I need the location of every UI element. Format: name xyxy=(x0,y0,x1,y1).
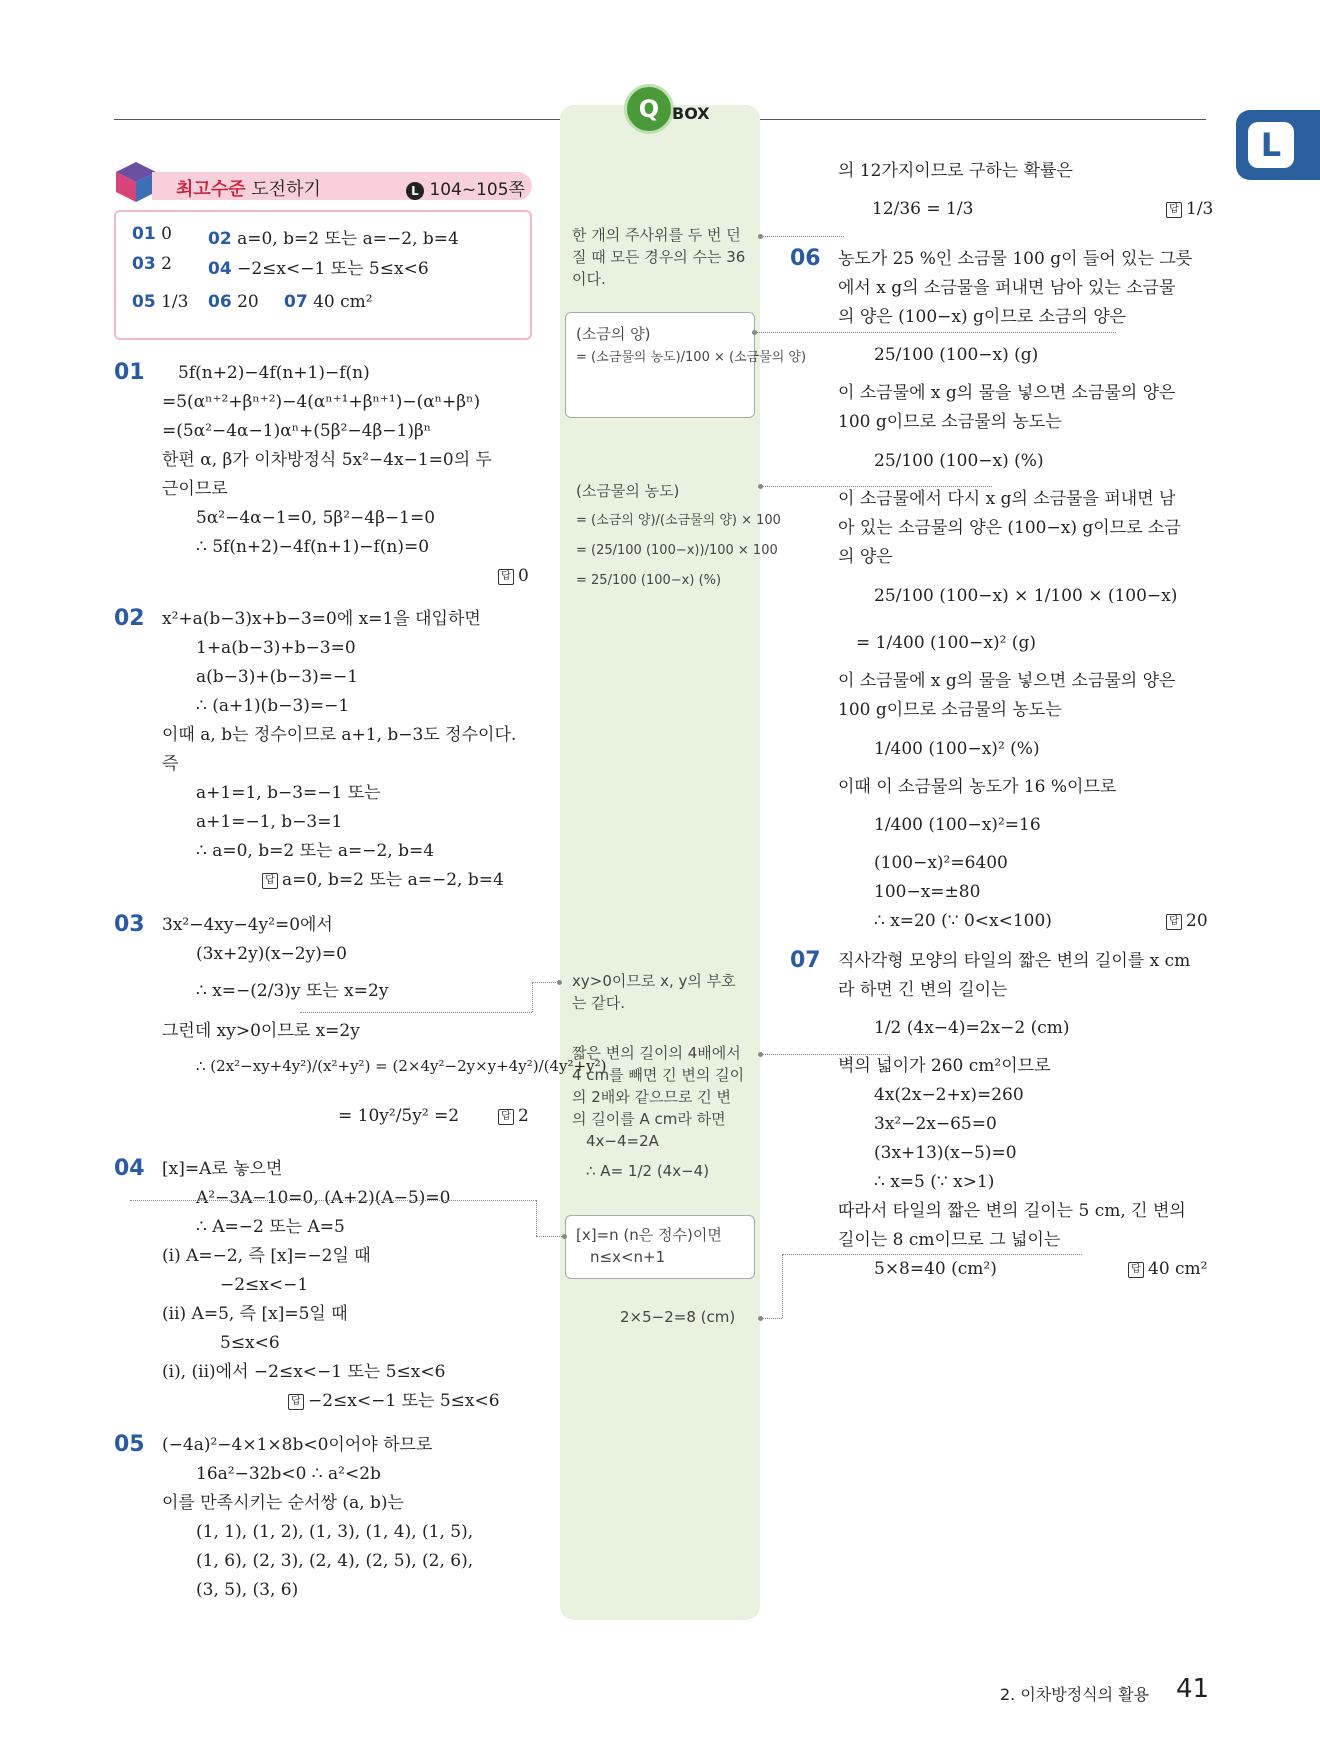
sol04-line: [x]=A로 놓으면 xyxy=(162,1159,283,1179)
sol06-line: ∴ x=20 (∵ 0<x<100) xyxy=(874,911,1052,931)
sol01-answer-value: 0 xyxy=(518,566,529,586)
answer-no: 05 xyxy=(132,292,156,312)
sol06-line: (100−x)²=6400 xyxy=(874,853,1008,873)
sol02-line: ∴ a=0, b=2 또는 a=−2, b=4 xyxy=(196,841,435,861)
sol02-number: 02 xyxy=(114,606,145,631)
qbox-note-3 xyxy=(576,476,781,596)
sol06-line: 아 있는 소금물의 양은 (100−x) g이므로 소금 xyxy=(838,518,1181,538)
footer-chapter: 2. 이차방정식의 활용 xyxy=(1000,1685,1150,1704)
sol06-line: 이때 이 소금물의 농도가 16 %이므로 xyxy=(838,777,1117,797)
chapter-tab xyxy=(1236,110,1320,180)
sol02-answer xyxy=(262,869,504,891)
sol06-line: 25/100 (100−x) × 1/100 × (100−x) xyxy=(874,586,1178,606)
answer-icon: 답 xyxy=(1128,1262,1144,1278)
sol03-line: 3x²−4xy−4y²=0에서 xyxy=(162,915,333,935)
sol03-line: (3x+2y)(x−2y)=0 xyxy=(196,944,347,964)
sol03-line: = 10y²/5y² =2 xyxy=(338,1106,460,1126)
answer-01 xyxy=(132,224,172,244)
answer-05 xyxy=(132,292,188,312)
right-cont-line: 의 12가지이므로 구하는 확률은 xyxy=(838,161,1073,181)
sol06-line: = 1/400 (100−x)² (g) xyxy=(856,633,1036,653)
sol03-line: ∴ (2x²−xy+4y²)/(x²+y²) = (2×4y²−2y×y+4y²)/(4y²+y²) xyxy=(196,1057,607,1075)
sol04-line: (i), (ii)에서 −2≤x<−1 또는 5≤x<6 xyxy=(162,1362,446,1382)
answer-icon: 답 xyxy=(288,1394,304,1410)
answer-icon: 답 xyxy=(498,569,514,585)
sol07-line: 라 하면 긴 변의 길이는 xyxy=(838,980,1008,1000)
note-line: = 25/100 (100−x) (%) xyxy=(576,573,722,588)
qbox-note-1 xyxy=(572,224,745,290)
note-line: (소금의 양) xyxy=(576,325,651,343)
sol06-line: 이 소금물에 x g의 물을 넣으면 소금물의 양은 xyxy=(838,671,1176,691)
sol06-line: 의 양은 (100−x) g이므로 소금의 양은 xyxy=(838,307,1127,327)
qbox-note-5 xyxy=(572,1042,744,1182)
sol06-line: 100 g이므로 소금물의 농도는 xyxy=(838,700,1062,720)
note-line: = (소금의 양)/(소금물의 양) × 100 xyxy=(576,513,781,528)
leader-line xyxy=(130,1200,536,1201)
sol07-line: 4x(2x−2+x)=260 xyxy=(874,1085,1024,1105)
leader-line xyxy=(782,1254,1082,1255)
note-line: xy>0이므로 x, y의 부호 xyxy=(572,972,736,990)
note-line: 의 2배와 같으므로 긴 변 xyxy=(572,1088,732,1106)
sol03-number: 03 xyxy=(114,912,145,937)
note-line: 의 길이를 A cm라 하면 xyxy=(572,1110,726,1128)
sol02-line: a+1=1, b−3=−1 또는 xyxy=(196,783,381,803)
sol03-answer xyxy=(498,1105,529,1127)
sol04-line: 5≤x<6 xyxy=(220,1333,280,1353)
note-line: n≤x<n+1 xyxy=(590,1248,666,1266)
qbox-note-6 xyxy=(576,1224,722,1268)
sol05-line: 16a²−32b<0 ∴ a²<2b xyxy=(196,1464,381,1484)
sol07-number: 07 xyxy=(790,948,821,973)
qbox-note-2 xyxy=(576,322,806,370)
sol07-line: 1/2 (4x−4)=2x−2 (cm) xyxy=(874,1018,1070,1038)
sol02-line: 1+a(b−3)+b−3=0 xyxy=(196,638,356,658)
sol07-line: 5×8=40 (cm²) xyxy=(874,1259,997,1279)
leader-line xyxy=(782,1254,783,1318)
answer-no: 02 xyxy=(208,229,232,249)
answer-value: 1/3 xyxy=(161,292,189,312)
sol06-line: 농도가 25 %인 소금물 100 g이 들어 있는 그릇 xyxy=(838,249,1193,269)
sol02-line: x²+a(b−3)x+b−3=0에 x=1을 대입하면 xyxy=(162,609,481,629)
top-rule-left xyxy=(114,119,560,120)
qbox-note-7 xyxy=(620,1306,735,1328)
leader-line xyxy=(756,332,1116,333)
sol01-line: ∴ 5f(n+2)−4f(n+1)−f(n)=0 xyxy=(196,537,430,557)
right-cont-answer xyxy=(1166,198,1213,220)
answer-icon: 답 xyxy=(262,873,278,889)
chapter-tab-letter: L xyxy=(1260,126,1282,164)
sol04-answer-value: −2≤x<−1 또는 5≤x<6 xyxy=(308,1391,500,1411)
sol07-line: (3x+13)(x−5)=0 xyxy=(874,1143,1017,1163)
answer-no: 07 xyxy=(284,292,308,312)
leader-line xyxy=(762,1318,782,1319)
sol02-line: a(b−3)+(b−3)=−1 xyxy=(196,667,359,687)
note-line: (소금물의 농도) xyxy=(576,482,680,500)
sol06-answer-value: 20 xyxy=(1186,911,1208,931)
page-ref-icon: L xyxy=(406,182,424,200)
sol06-line: 25/100 (100−x) (g) xyxy=(874,345,1039,365)
page-number: 41 xyxy=(1176,1674,1210,1704)
sol06-line: 에서 x g의 소금물을 퍼내면 남아 있는 소금물 xyxy=(838,278,1176,298)
sol01-line: 5α²−4α−1=0, 5β²−4β−1=0 xyxy=(196,508,436,528)
sol07-line: 직사각형 모양의 타일의 짧은 변의 길이를 x cm xyxy=(838,951,1191,971)
sol07-line: 길이는 8 cm이므로 그 넓이는 xyxy=(838,1230,1061,1250)
answer-value: −2≤x<−1 또는 5≤x<6 xyxy=(237,259,429,279)
sol06-number: 06 xyxy=(790,246,821,271)
sol06-line: 의 양은 xyxy=(838,547,893,567)
answer-no: 01 xyxy=(132,224,156,244)
sol06-line: 이 소금물에 x g의 물을 넣으면 소금물의 양은 xyxy=(838,383,1176,403)
sol06-line: 이 소금물에서 다시 x g의 소금물을 퍼내면 남 xyxy=(838,489,1176,509)
sol01-line: =5(αⁿ⁺²+βⁿ⁺²)−4(αⁿ⁺¹+βⁿ⁺¹)−(αⁿ+βⁿ) xyxy=(162,392,481,412)
answer-value: 2 xyxy=(161,254,172,274)
sol05-line: (1, 1), (1, 2), (1, 3), (1, 4), (1, 5), xyxy=(196,1522,474,1542)
answer-no: 04 xyxy=(208,259,232,279)
sol04-line: ∴ A=−2 또는 A=5 xyxy=(196,1217,345,1237)
answer-value: a=0, b=2 또는 a=−2, b=4 xyxy=(237,229,459,249)
qbox-note-4 xyxy=(572,970,736,1014)
leader-line xyxy=(762,236,844,237)
answer-value: 0 xyxy=(161,224,172,244)
sol06-line: 1/400 (100−x)²=16 xyxy=(874,815,1041,835)
sol01-answer xyxy=(498,565,529,587)
sol07-line: 3x²−2x−65=0 xyxy=(874,1114,997,1134)
sol01-number: 01 xyxy=(114,360,145,385)
sol04-number: 04 xyxy=(114,1156,145,1181)
note-line: = (소금물의 농도)/100 × (소금물의 양) xyxy=(576,350,807,365)
leader-line xyxy=(532,982,533,1012)
sol05-line: (1, 6), (2, 3), (2, 4), (2, 5), (2, 6), xyxy=(196,1551,474,1571)
leader-line xyxy=(300,1012,532,1013)
note-line: 2×5−2=8 (cm) xyxy=(620,1308,736,1326)
leader-line xyxy=(536,1200,537,1236)
answer-value: 40 cm² xyxy=(313,292,373,312)
note-line: 한 개의 주사위를 두 번 던 xyxy=(572,226,741,244)
sol02-line: ∴ (a+1)(b−3)=−1 xyxy=(196,696,350,716)
note-line: 4x−4=2A xyxy=(586,1132,659,1150)
leader-dot xyxy=(562,1234,567,1239)
sol06-line: 100 g이므로 소금물의 농도는 xyxy=(838,412,1062,432)
note-line: 이다. xyxy=(572,270,606,288)
sol01-line: 5f(n+2)−4f(n+1)−f(n) xyxy=(178,363,370,383)
sol05-line: (3, 5), (3, 6) xyxy=(196,1580,299,1600)
sol05-line: (−4a)²−4×1×8b<0이어야 하므로 xyxy=(162,1435,433,1455)
answer-02 xyxy=(208,224,459,249)
sol03-line: 그런데 xy>0이므로 x=2y xyxy=(162,1021,360,1041)
sol07-answer-value: 40 cm² xyxy=(1148,1259,1208,1279)
sol02-line: 이때 a, b는 정수이므로 a+1, b−3도 정수이다. xyxy=(162,725,517,745)
answer-03 xyxy=(132,254,172,274)
answer-no: 06 xyxy=(208,292,232,312)
note-line: [x]=n (n은 정수)이면 xyxy=(576,1226,722,1244)
page-ref-text: 104~105쪽 xyxy=(429,180,525,200)
challenge-title-rest: 도전하기 xyxy=(251,179,321,200)
sol02-line: 즉 xyxy=(162,754,179,774)
sol05-number: 05 xyxy=(114,1432,145,1457)
answer-no: 03 xyxy=(132,254,156,274)
sol06-answer xyxy=(1166,910,1208,932)
sol04-line: (i) A=−2, 즉 [x]=−2일 때 xyxy=(162,1246,371,1266)
sol01-line: 한편 α, β가 이차방정식 5x²−4x−1=0의 두 xyxy=(162,450,492,470)
cont-answer-value: 1/3 xyxy=(1186,199,1214,219)
sol06-line: 25/100 (100−x) (%) xyxy=(874,451,1044,471)
sol05-line: 이를 만족시키는 순서쌍 (a, b)는 xyxy=(162,1493,404,1513)
note-line: 는 같다. xyxy=(572,994,626,1012)
answer-06 xyxy=(208,292,259,312)
sol07-line: ∴ x=5 (∵ x>1) xyxy=(874,1172,995,1192)
sol04-answer xyxy=(288,1390,500,1412)
sol04-line: A²−3A−10=0, (A+2)(A−5)=0 xyxy=(196,1188,451,1208)
answer-icon: 답 xyxy=(1166,914,1182,930)
qbox-letter: Q xyxy=(638,95,660,123)
answer-icon: 답 xyxy=(498,1109,514,1125)
sol01-line: =(5α²−4α−1)αⁿ+(5β²−4β−1)βⁿ xyxy=(162,421,432,441)
leader-line xyxy=(536,1236,562,1237)
sol07-line: 따라서 타일의 짧은 변의 길이는 5 cm, 긴 변의 xyxy=(838,1201,1186,1221)
sol06-line: 1/400 (100−x)² (%) xyxy=(874,739,1040,759)
note-line: 4 cm를 빼면 긴 변의 길이 xyxy=(572,1066,745,1084)
sol06-line: 100−x=±80 xyxy=(874,882,981,902)
answer-04 xyxy=(208,254,429,279)
right-cont-eq: 12/36 = 1/3 xyxy=(872,199,974,219)
note-line: ∴ A= 1/2 (4x−4) xyxy=(586,1162,710,1180)
page-reference xyxy=(406,175,525,200)
answer-icon: 답 xyxy=(1166,202,1182,218)
answer-value: 20 xyxy=(237,292,259,312)
note-line: = (25/100 (100−x))/100 × 100 xyxy=(576,543,778,558)
leader-line xyxy=(762,486,992,487)
top-rule-right xyxy=(760,119,1206,120)
note-line: 짧은 변의 길이의 4배에서 xyxy=(572,1044,741,1062)
leader-line xyxy=(532,982,558,983)
sol07-line: 벽의 넓이가 260 cm²이므로 xyxy=(838,1056,1051,1076)
sol02-line: a+1=−1, b−3=1 xyxy=(196,812,343,832)
sol02-answer-value: a=0, b=2 또는 a=−2, b=4 xyxy=(282,870,504,890)
sol04-line: (ii) A=5, 즉 [x]=5일 때 xyxy=(162,1304,348,1324)
sol04-line: −2≤x<−1 xyxy=(220,1275,309,1295)
note-line: 질 때 모든 경우의 수는 36 xyxy=(572,248,746,266)
challenge-header xyxy=(114,160,530,206)
sol07-answer xyxy=(1128,1258,1208,1280)
chapter-tab-icon xyxy=(1248,122,1294,168)
sol03-answer-value: 2 xyxy=(518,1106,529,1126)
sol01-line: 근이므로 xyxy=(162,479,228,499)
sol03-line: ∴ x=−(2/3)y 또는 x=2y xyxy=(196,981,389,1001)
answer-07 xyxy=(284,292,373,312)
qbox-label: BOX xyxy=(672,104,710,123)
challenge-title-bold: 최고수준 xyxy=(176,179,246,200)
qbox-logo xyxy=(624,84,674,134)
